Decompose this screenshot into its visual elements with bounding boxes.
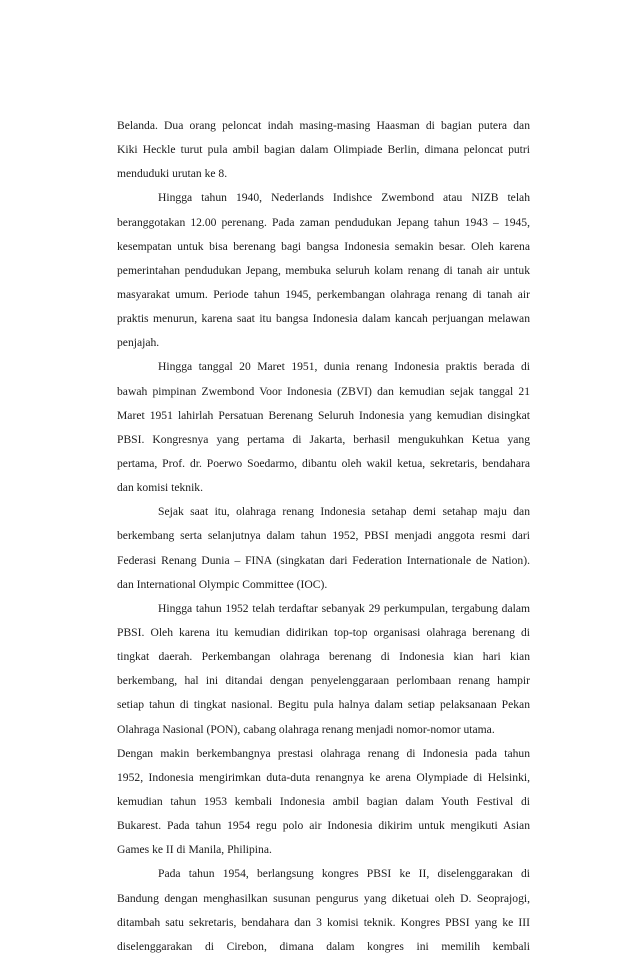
text-line: praktis menurun, karena saat itu bangsa Indonesia dalam kancah perjuangan melawan: [117, 312, 530, 326]
text-line: Bukarest. Pada tahun 1954 regu polo air Indonesia dikirim untuk mengikuti Asian: [117, 819, 530, 833]
text-line: Federasi Renang Dunia – FINA (singkatan dari Federation Internationale de Nation).: [117, 553, 530, 567]
text-line: 1952, Indonesia mengirimkan duta-duta renangnya ke arena Olympiade di Helsinki,: [117, 770, 530, 784]
text-line: beranggotakan 12.00 perenang. Pada zaman pendudukan Jepang tahun 1943 – 1945,: [117, 215, 530, 229]
text-line: Hingga tahun 1952 telah terdaftar sebanyak 29 perkumpulan, tergabung dalam: [158, 601, 530, 615]
text-line: Pada tahun 1954, berlangsung kongres PBSI ke II, diselenggarakan di: [158, 867, 530, 881]
text-line: kemudian tahun 1953 kembali Indonesia ambil bagian dalam Youth Festival di: [117, 794, 530, 808]
text-line: Bandung dengan menghasilkan susunan pengurus yang diketuai oleh D. Seoprajogi,: [117, 891, 530, 905]
body-text: [117, 114, 530, 959]
text-line: Dengan makin berkembangnya prestasi olahraga renang di Indonesia pada tahun: [117, 746, 530, 760]
text-line: Hingga tanggal 20 Maret 1951, dunia renang Indonesia praktis berada di: [158, 360, 530, 374]
text-line: Games ke II di Manila, Philipina.: [117, 843, 272, 857]
text-line: menduduki urutan ke 8.: [117, 167, 228, 181]
text-line: tingkat daerah. Perkembangan olahraga berenang di Indonesia kian hari kian: [117, 650, 530, 664]
text-line: pertama, Prof. dr. Poerwo Soedarmo, dibantu oleh wakil ketua, sekretaris, bendahara: [117, 456, 530, 470]
text-line: Kiki Heckle turut pula ambil bagian dalam Olimpiade Berlin, dimana peloncat putri: [117, 143, 530, 157]
text-line: Hingga tahun 1940, Nederlands Indishce Zwembond atau NIZB telah: [158, 191, 530, 205]
text-line: dan International Olympic Committee (IOC).: [117, 577, 328, 591]
text-line: berkembang, hal ini ditandai dengan penyelenggaraan perlombaan renang hampir: [117, 674, 530, 688]
text-line: bawah pimpinan Zwembond Voor Indonesia (ZBVI) dan kemudian sejak tanggal 21: [117, 384, 530, 398]
text-line: Maret 1951 lahirlah Persatuan Berenang Seluruh Indonesia yang kemudian disingkat: [117, 408, 530, 422]
text-line: setiap tahun di tingkat nasional. Begitu pula halnya dalam setiap pelaksanaan Pekan: [117, 698, 530, 712]
text-line: pemerintahan pendudukan Jepang, membuka seluruh kolam renang di tanah air untuk: [117, 263, 530, 277]
text-line: ditambah satu sekretaris, bendahara dan 3 komisi teknik. Kongres PBSI yang ke III: [117, 915, 530, 929]
text-line: kesempatan untuk bisa berenang bagi bangsa Indonesia semakin besar. Oleh karena: [117, 239, 530, 253]
text-line: dan komisi teknik.: [117, 481, 203, 495]
text-line: penjajah.: [117, 336, 160, 350]
text-line: PBSI. Kongresnya yang pertama di Jakarta, berhasil mengukuhkan Ketua yang: [117, 432, 530, 446]
text-line: Belanda. Dua orang peloncat indah masing-masing Haasman di bagian putera dan: [117, 119, 530, 132]
text-line: diselenggarakan di Cirebon, dimana dalam kongres ini memilih kembali: [117, 939, 530, 953]
text-line: berkembang serta selanjutnya dalam tahun 1952, PBSI menjadi anggota resmi dari: [117, 529, 530, 543]
text-line: masyarakat umum. Periode tahun 1945, perkembangan olahraga renang di tanah air: [117, 287, 530, 301]
text-line: Sejak saat itu, olahraga renang Indonesia setahap demi setahap maju dan: [158, 505, 530, 519]
text-line: PBSI. Oleh karena itu kemudian didirikan top-top organisasi olahraga berenang di: [117, 625, 530, 639]
text-line: Olahraga Nasional (PON), cabang olahraga renang menjadi nomor-nomor utama.: [117, 722, 495, 736]
